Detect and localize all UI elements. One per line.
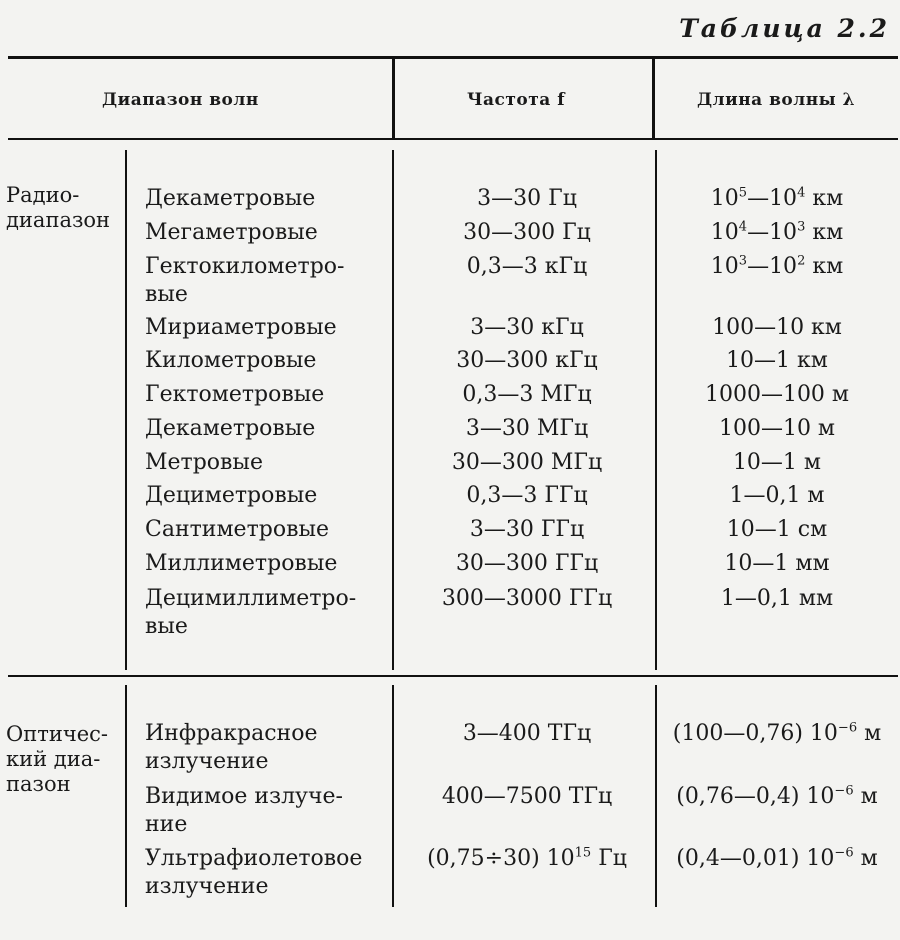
row-wavelength: 100—10 км <box>712 315 842 340</box>
row-frequency: 30—300 ГГц <box>455 551 599 576</box>
group-divider-radio <box>125 150 127 670</box>
row-name: Гектометровые <box>145 382 325 407</box>
table-caption: Таблица 2.2 <box>679 14 890 43</box>
row-name: Инфракрасное излучение <box>145 721 318 774</box>
row-name: Метровые <box>145 450 263 475</box>
header-wavelength: Длина волны λ <box>697 90 856 110</box>
row-wavelength: (0,76—0,4) $10^{-6}$ м <box>676 783 878 809</box>
row-frequency: 3—30 ГГц <box>469 517 585 542</box>
header-frequency: Частота f <box>467 90 566 110</box>
row-frequency: 3—30 МГц <box>465 416 589 441</box>
row-frequency: 3—30 кГц <box>470 315 584 340</box>
group-label-optical: Оптичес- кий диа- пазон <box>6 722 108 796</box>
row-name: Миллиметровые <box>145 551 338 576</box>
row-name: Мириаметровые <box>145 315 337 340</box>
row-frequency: 3—30 Гц <box>477 186 577 211</box>
row-name: Мегаметровые <box>145 220 318 245</box>
group-label-radio: Радио- диапазон <box>6 183 111 232</box>
row-frequency: (0,75÷30) $10^{15}$ Гц <box>427 845 627 871</box>
row-frequency: 0,3—3 МГц <box>462 382 592 407</box>
row-frequency: 3—400 ТГц <box>462 721 592 746</box>
row-wavelength: (100—0,76) $10^{-6}$ м <box>672 720 882 746</box>
header-range: Диапазон волн <box>102 90 259 110</box>
header-divider-1 <box>392 58 395 138</box>
row-name: Децимиллиметро- вые <box>145 586 357 639</box>
row-name: Декаметровые <box>145 186 316 211</box>
row-wavelength: 10—1 м <box>732 450 822 475</box>
row-frequency: 0,3—3 кГц <box>466 254 588 279</box>
row-wavelength: 1—0,1 мм <box>720 586 834 611</box>
row-wavelength: $10^5—10^4$ км <box>710 185 844 211</box>
header-rule <box>8 138 898 140</box>
row-frequency: 30—300 МГц <box>451 450 603 475</box>
row-frequency: 30—300 кГц <box>456 348 598 373</box>
row-wavelength: 1000—100 м <box>704 382 850 407</box>
row-name: Километровые <box>145 348 317 373</box>
row-frequency: 30—300 Гц <box>463 220 591 245</box>
row-name: Декаметровые <box>145 416 316 441</box>
group-divider-optical <box>125 685 127 907</box>
row-wavelength: 100—10 м <box>718 416 836 441</box>
section-rule <box>8 675 898 677</box>
row-wavelength: $10^4—10^3$ км <box>710 219 844 245</box>
row-wavelength: 10—1 мм <box>724 551 830 576</box>
row-frequency: 300—3000 ГГц <box>441 586 613 611</box>
row-frequency: 400—7500 ТГц <box>441 784 613 809</box>
top-rule <box>8 56 898 59</box>
row-wavelength: 1—0,1 м <box>729 483 825 508</box>
row-name: Дециметровые <box>145 483 318 508</box>
row-wavelength: 10—1 см <box>726 517 828 542</box>
row-wavelength: (0,4—0,01) $10^{-6}$ м <box>676 845 878 871</box>
header-divider-2 <box>652 58 655 138</box>
row-wavelength: 10—1 км <box>726 348 828 373</box>
row-name: Сантиметровые <box>145 517 329 542</box>
row-name: Гектокилометро- вые <box>145 254 345 307</box>
row-name: Ультрафиолетовое излучение <box>145 846 363 899</box>
row-wavelength: $10^3—10^2$ км <box>710 253 844 279</box>
row-frequency: 0,3—3 ГГц <box>466 483 588 508</box>
row-name: Видимое излуче- ние <box>145 784 343 837</box>
